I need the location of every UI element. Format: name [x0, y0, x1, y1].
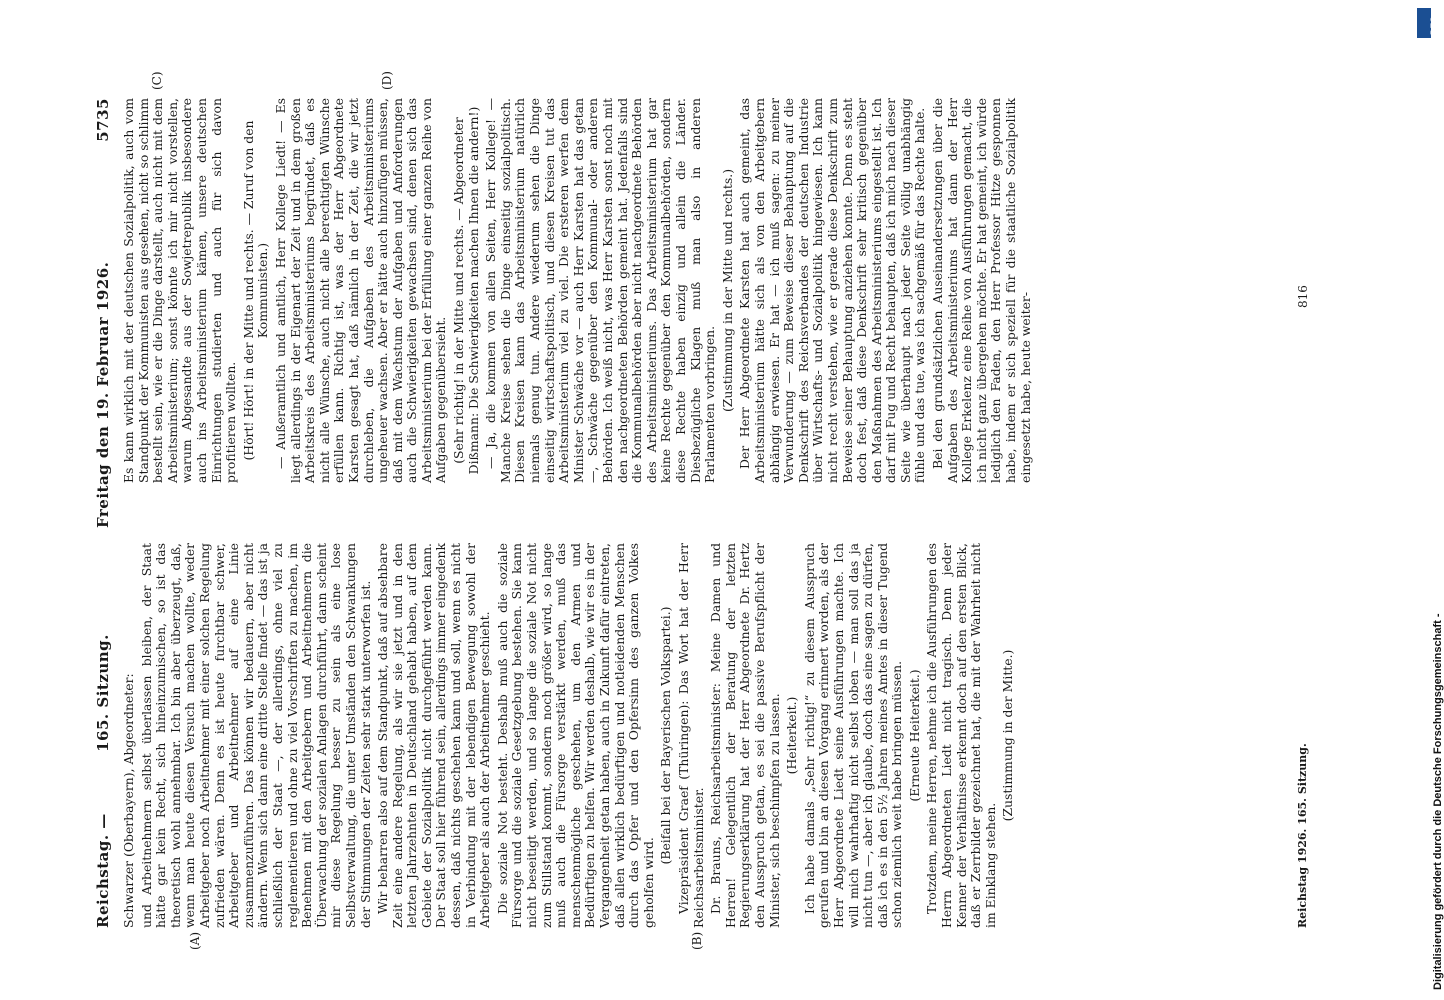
- footer-signature: 816: [1296, 285, 1310, 308]
- margin-mark-a: (A): [188, 931, 202, 950]
- dfg-logo-text: DFG: [1429, 16, 1439, 35]
- digitization-text: Digitalisierung gefördert durch die Deutsche Forschungsgemeinschaft -: [1432, 613, 1444, 990]
- column-left: [122, 543, 1272, 928]
- interjection: (Zustimmung in der Mitte und rechts.): [719, 168, 735, 413]
- paragraph: Es kann wirklich mit der deutschen Sozialpolitik, auch vom Standpunkt der Kommunisten aus gesehen, nicht so schlimm bestellt sein, wie er die Dinge darstellt, auch nicht mit dem Arbeitsministerium; sonst könnte ich mir nicht vorstellen, warum Abgesandte aus der Sowjetrepublik insbesondere auch ins Arbeitsministerium kämen, unsere deutschen Einrichtungen studierten und auch für sich davon profitieren wollten.: [121, 98, 239, 483]
- interjection: (Erneute Heiterkeit.): [906, 669, 922, 802]
- header-date: Freitag den 19. Februar 1926.: [94, 261, 112, 528]
- footer-left: Reichstag 1926. 165. Sitzung.: [1296, 743, 1309, 928]
- paragraph: Ich habe damals „Sehr richtig!“ zu diesem Ausspruch gerufen und bin an diesen Vorgang erinnert worden, als der Herr Abgeordnete Liedt seine Ausführungen machte. Ich will mich wahrhaftig nicht selbst loben — man soll das ja nicht tun —, aber ich glaube, doch das eine sagen zu dürfen, daß ich es in den 5½ Jahren meines Amtes in dieser Tugend schon ziemlich weit habe bringen müssen.: [801, 543, 905, 928]
- paragraph: Der Herr Abgeordnete Karsten hat auch gemeint, das Arbeitsministerium hätte sich als von den Arbeitgebern abhängig erwiesen. Er hat — ich muß sagen: zu meiner Verwunderung — zum Beweise dieser Behauptung auf die Denkschrift des Reichsverbandes der deutschen Industrie über Wirtschafts- und Sozialpolitik hingewiesen. Ich kann nicht recht verstehen, wie er gerade diese Denkschrift zum Beweise seiner Behauptung anziehen konnte. Denn es steht doch fest, daß diese Denkschrift sehr kritisch gegenüber den Maßnahmen des Arbeitsministeriums eingestellt ist. Ich darf mit Fug und Recht behaupten, daß ich mich nach dieser Seite wie überhaupt nach jeder Seite völlig unabhängig fühle und das tue, was ich sachgemäß für das Rechte halte.: [737, 98, 928, 483]
- rotated-page: [90, 71, 1320, 950]
- header-reichstag: Reichstag. —: [94, 813, 112, 928]
- paragraph: Wir beharren also auf dem Standpunkt, daß auf absehbare Zeit eine andere Regelung, als wir sie jetzt und in den letzten Jahrzehnten in Deutschland gehabt haben, auf dem Gebiete der Sozialpolitik nicht durchgeführt werden kann. Der Staat soll hier führend sein, allerdings immer eingedenk dessen, daß nichts geschehen kann und soll, wenn es nicht in Verbindung mit der lebendigen Bewegung sowohl der Arbeitgeber als auch der Arbeitnehmer geschieht.: [375, 543, 493, 928]
- paragraph: Trotzdem, meine Herren, nehme ich die Ausführungen des Herrn Abgeordneten Liedt nicht tragisch. Denn jeder Kenner der Verhältnisse erkennt doch auf den ersten Blick, daß er Zerrbilder gezeichnet hat, die mit der Wahrheit nicht im Einklang stehen.: [924, 543, 998, 928]
- interjection: (Zustimmung in der Mitte.): [1000, 649, 1016, 822]
- dfg-logo-icon: [1417, 8, 1439, 38]
- paragraph: — Ja, die kommen von allen Seiten, Herr Kollege! — Manche Kreise sehen die Dinge einseitig sozialpolitisch. Diesen Kreisen kann das Arbeitsministerium natürlich niemals genug tun. Andere wiederum sehen die Dinge einseitig wirtschaftspolitisch, und diesen Kreisen tut das Arbeitsministerium viel zu viel. Die ersteren werfen dem Minister Schwäche vor — auch Herr Karsten hat das getan —, Schwäche gegenüber den Kommunal- oder anderen Behörden. Ich weiß nicht, was Herr Karsten sonst noch mit den nachgeordneten Behörden gemeint hat. Jedenfalls sind die Kommunalbehörden aber nicht nachgeordnete Behörden des Arbeitsministeriums. Das Arbeitsministerium hat gar keine Rechte gegenüber den Kommunalbehörden, sondern diese Rechte haben einzig und allein die Länder. Diesbezügliche Klagen muß man also in anderen Parlamenten vorbringen.: [483, 98, 718, 483]
- interjection: (Heiterkeit.): [784, 696, 800, 775]
- page-header: [90, 98, 116, 928]
- margin-mark-d: (D): [380, 71, 394, 90]
- margin-mark-c: (C): [150, 71, 164, 90]
- paragraph: — Außeramtlich und amtlich, Herr Kollege Liedt! — Es liegt allerdings in der Eigenart der Zeit und in dem großen Arbeitskreis des Arbeitsministeriums begründet, daß es nicht alle Wünsche, auch nicht alle berechtigten Wünsche erfüllen kann. Richtig ist, was der Herr Abgeordnete Karsten gesagt hat, daß nämlich in der Zeit, die wir jetzt durchleben, die Aufgaben des Arbeitsministeriums ungeheuer wachsen. Aber er hätte auch hinzufügen müssen, daß mit dem Wachstum der Aufgaben und Anforderungen auch die Schwierigkeiten gewachsen sind, denen sich das Arbeitsministerium bei der Erfüllung einer ganzen Reihe von Aufgaben gegenübersieht.: [272, 98, 449, 483]
- margin-mark-b: (B): [690, 931, 704, 950]
- speaker-line: Schwarzer (Oberbayern), Abgeordneter:: [121, 673, 136, 928]
- speaker-paragraph: Dr. Brauns, Reichsarbeitsminister: Meine Damen und Herren! Gelegentlich der Beratung der letzten Regierungserklärung hat der Herr Abgeordnete Dr. Hertz den Ausspruch getan, es sei die passive Berufspflicht der Minister, sich beschimpfen zu lassen.: [708, 543, 782, 928]
- interjection: (Beifall bei der Bayerischen Volkspartei.): [658, 606, 674, 865]
- chair-line: Vizepräsident Graef (Thüringen): Das Wort hat der Herr Reichsarbeitsminister.: [675, 543, 706, 928]
- digitization-note: [1408, 0, 1444, 1000]
- page-number: 5735: [94, 98, 112, 142]
- interjection: (Hört! Hört! in der Mitte und rechts. — Zuruf von den Kommunisten.): [240, 120, 271, 461]
- column-right: [122, 98, 1272, 483]
- interjection: (Sehr richtig! in der Mitte und rechts. — Abgeordneter Dißmann: Die Schwierigkeiten machen Ihnen die andern!): [451, 106, 481, 475]
- paragraph: Die soziale Not besteht. Deshalb muß auch die soziale Fürsorge und die soziale Gesetzgebung bestehen. Sie kann nicht beseitigt werden, und so lange die soziale Not nicht zum Stillstand kommt, sondern noch größer wird, so lange muß auch die Fürsorge verstärkt werden, muß das menschenmögliche geschehen, um den Armen und Bedürftigen zu helfen. Wir werden deshalb, wie wir es in der Vergangenheit getan haben, auch in Zukunft dafür eintreten, daß allen wirklich bedürftigen und notleidenden Menschen durch das Opfer und den Opfersinn des ganzen Volkes geholfen wird.: [494, 543, 656, 928]
- paragraph: Bei den grundsätzlichen Auseinandersetzungen über die Aufgaben des Arbeitsministeriums hat dann der Herr Kollege Erkelenz eine Reihe von Ausführungen gemacht, die ich nicht ganz übergehen möchte. Er hat gemeint, ich würde lediglich den Faden, den Herr Professor Hitze gesponnen habe, indem er sich speziell für die staatliche Sozialpolitik eingesetzt habe, heute weiter-: [930, 98, 1033, 483]
- paragraph: und Arbeitnehmern selbst überlassen bleiben, der Staat hätte gar kein Recht, sich hineinzumischen, so ist das theoretisch wohl annehmbar. Ich bin aber überzeugt, daß, wenn man heute diesen Versuch machen wollte, weder Arbeitgeber noch Arbeitnehmer mit einer solchen Regelung zufrieden wären. Denn es ist heute furchtbar schwer, Arbeitgeber und Arbeitnehmer auf eine Linie zusammenzuführen. Das können wir bedauern, aber nicht ändern. Wenn sich dann eine dritte Stelle findet — das ist ja schließlich der Staat —, der allerdings, ohne viel zu reglementieren und ohne zu viel Vorschriften zu machen, im Benehmen mit den Arbeitgebern und Arbeitnehmern die Überwachung der sozialen Anlagen durchführt, dann scheint mir diese Regelung besser zu sein als eine lose Selbstverwaltung, die unter Umständen den Schwankungen der Stimmungen der Zeiten sehr stark unterworfen ist.: [138, 543, 373, 928]
- header-session: 165. Sitzung.: [94, 634, 112, 752]
